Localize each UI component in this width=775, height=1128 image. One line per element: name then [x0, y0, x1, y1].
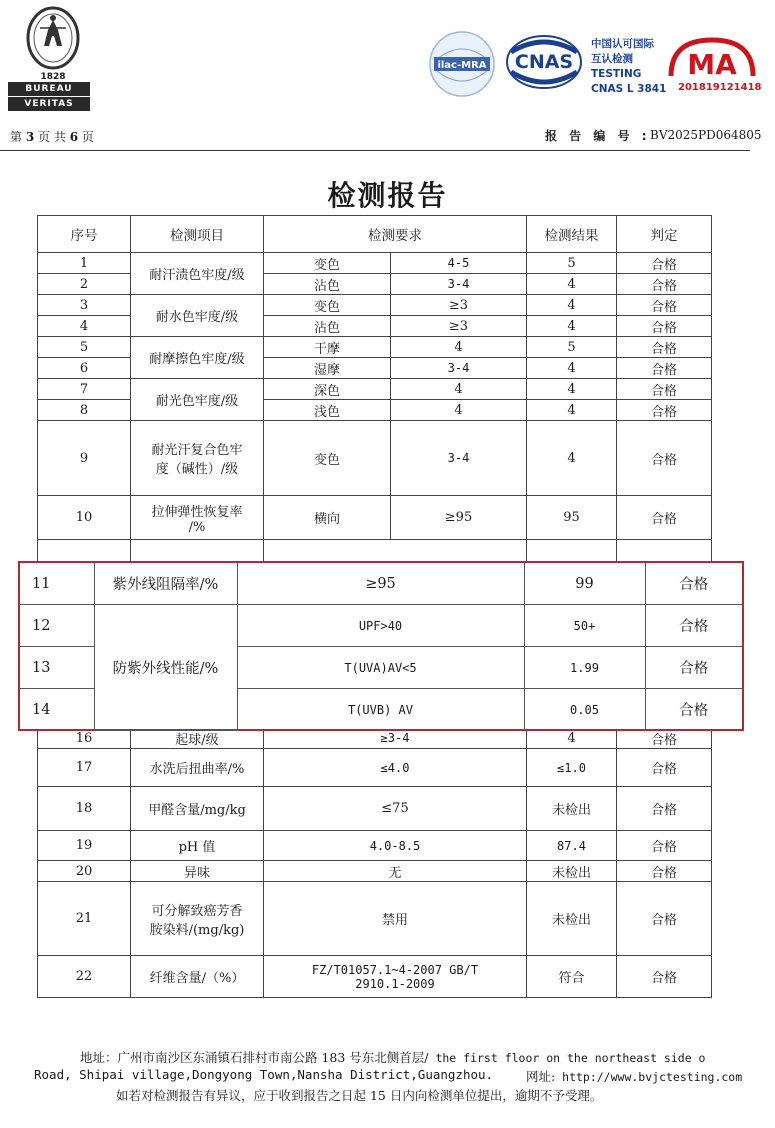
cma-number: 201819121418 — [678, 82, 762, 93]
row-result: 4 — [527, 379, 617, 400]
cnas-line-2: 互认检测 — [591, 53, 633, 65]
page-suffix: 页 — [81, 130, 94, 144]
table-row — [20, 563, 742, 605]
row-requirement: ≤4.0 — [264, 749, 527, 787]
row-verdict: 合格 — [645, 605, 742, 647]
row-verdict: 合格 — [617, 831, 712, 861]
row-item: 起球/级 — [131, 728, 264, 749]
row-requirement-line1: FZ/T01057.1~4-2007 GB/T — [311, 962, 479, 977]
row-item: 甲醛含量/mg/kg — [131, 787, 264, 831]
row-verdict: 合格 — [617, 882, 712, 956]
row-result: 1.99 — [524, 647, 645, 689]
table-row — [38, 253, 712, 274]
row-verdict: 合格 — [617, 400, 712, 421]
row-item: 异味 — [131, 861, 264, 882]
row-result: 99 — [524, 563, 645, 605]
website-url[interactable]: http://www.bvjctesting.com — [555, 1070, 743, 1084]
row-result: 4 — [527, 421, 617, 496]
footer-website — [526, 1067, 742, 1085]
row-verdict: 合格 — [617, 421, 712, 496]
row-verdict: 合格 — [617, 379, 712, 400]
row-no: 11 — [20, 563, 94, 605]
row-verdict: 合格 — [617, 274, 712, 295]
row-no: 8 — [38, 400, 131, 421]
row-item-line1: 耐光汗复合色牢 — [151, 443, 243, 458]
row-verdict: 合格 — [617, 295, 712, 316]
row-requirement: 4-5 — [391, 253, 527, 274]
table-header-row — [38, 216, 712, 253]
header-result: 检测结果 — [527, 216, 617, 253]
row-result: 未检出 — [527, 882, 617, 956]
row-no: 7 — [38, 379, 131, 400]
row-result: 95 — [527, 496, 617, 540]
row-item-line1: 拉伸弹性恢复率 — [151, 504, 243, 520]
row-result: 符合 — [527, 956, 617, 998]
row-no: 14 — [20, 689, 94, 731]
page-prefix: 第 — [10, 130, 23, 144]
row-verdict: 合格 — [617, 728, 712, 749]
cnas-line-4: CNAS L 3841 — [591, 83, 667, 95]
page-title: 检测报告 — [327, 179, 448, 212]
table-row — [38, 421, 712, 496]
row-no: 2 — [38, 274, 131, 295]
row-item: 耐汗渍色牢度/级 — [131, 253, 264, 295]
row-requirement: 无 — [264, 861, 527, 882]
row-no: 13 — [20, 647, 94, 689]
row-sub: 变色 — [264, 421, 391, 496]
cnas-line-1: 中国认可国际 — [591, 38, 654, 50]
row-no: 10 — [38, 496, 131, 540]
row-verdict: 合格 — [617, 316, 712, 337]
row-sub: 沾色 — [264, 316, 391, 337]
highlighted-uv-section — [18, 561, 744, 731]
cnas-line-3: TESTING — [591, 68, 642, 80]
row-no: 16 — [38, 728, 131, 749]
row-result: 50+ — [524, 605, 645, 647]
row-sub: 沾色 — [264, 274, 391, 295]
row-requirement: ≥3 — [391, 316, 527, 337]
bv-year: 1828 — [40, 72, 66, 82]
row-no: 1 — [38, 253, 131, 274]
row-verdict: 合格 — [617, 337, 712, 358]
row-sub: 变色 — [264, 253, 391, 274]
row-result: ≤1.0 — [527, 749, 617, 787]
row-requirement: ≤75 — [264, 787, 527, 831]
row-verdict: 合格 — [617, 787, 712, 831]
row-requirement: ≥95 — [391, 496, 527, 540]
table-row — [38, 749, 712, 787]
website-label: 网址: — [526, 1069, 556, 1084]
table-row — [20, 605, 742, 647]
row-result: 4 — [527, 728, 617, 749]
row-result: 4 — [527, 400, 617, 421]
row-verdict: 合格 — [645, 563, 742, 605]
header-no: 序号 — [38, 216, 131, 253]
row-requirement — [264, 956, 527, 998]
row-verdict: 合格 — [617, 861, 712, 882]
row-sub: 干摩 — [264, 337, 391, 358]
row-result: 4 — [527, 316, 617, 337]
row-verdict: 合格 — [617, 749, 712, 787]
table-row — [38, 787, 712, 831]
row-item: pH 值 — [131, 831, 264, 861]
row-requirement: 4 — [391, 337, 527, 358]
header-verdict: 判定 — [617, 216, 712, 253]
page-mid: 页 共 — [38, 130, 66, 144]
page-indicator — [10, 128, 94, 145]
row-sub: 浅色 — [264, 400, 391, 421]
cnas-logo-text: CNAS — [514, 51, 574, 73]
row-requirement: 4 — [391, 379, 527, 400]
row-requirement: 4.0-8.5 — [264, 831, 527, 861]
row-item: 防紫外线性能/% — [94, 605, 237, 731]
address-cn: 地址：广州市南沙区东涌镇石排村市南公路 183 号东北侧首层/ — [80, 1050, 429, 1065]
row-result: 4 — [527, 274, 617, 295]
row-no: 12 — [20, 605, 94, 647]
row-item-line2: /% — [188, 519, 206, 535]
row-item-line1: 可分解致癌芳香 — [151, 903, 243, 919]
row-result: 5 — [527, 337, 617, 358]
cma-logo-icon — [667, 36, 757, 80]
row-item — [131, 496, 264, 540]
row-no: 5 — [38, 337, 131, 358]
row-result: 5 — [527, 253, 617, 274]
row-no: 22 — [38, 956, 131, 998]
row-item: 纤维含量/（%） — [131, 956, 264, 998]
row-item: 耐摩擦色牢度/级 — [131, 337, 264, 379]
footer-address-line1 — [80, 1048, 705, 1066]
row-no: 4 — [38, 316, 131, 337]
row-result: 87.4 — [527, 831, 617, 861]
row-sub: 深色 — [264, 379, 391, 400]
report-number: BV2025PD064805 — [650, 128, 762, 142]
row-result: 未检出 — [527, 787, 617, 831]
row-item-line2: 度（碱性）/级 — [155, 462, 239, 477]
ma-text: MA — [687, 48, 737, 81]
row-requirement: ≥3-4 — [264, 728, 527, 749]
row-requirement: 4 — [391, 400, 527, 421]
row-requirement: T(UVA)AV<5 — [237, 647, 524, 689]
row-requirement: 3-4 — [391, 358, 527, 379]
row-sub: 湿摩 — [264, 358, 391, 379]
bv-name-line1: BUREAU — [8, 82, 90, 96]
row-no: 18 — [38, 787, 131, 831]
row-no: 19 — [38, 831, 131, 861]
row-verdict: 合格 — [617, 496, 712, 540]
row-item: 耐光色牢度/级 — [131, 379, 264, 421]
table-row — [38, 496, 712, 540]
row-result: 4 — [527, 295, 617, 316]
row-requirement: T(UVB) AV — [237, 689, 524, 731]
row-no: 17 — [38, 749, 131, 787]
row-verdict: 合格 — [645, 689, 742, 731]
row-item: 耐水色牢度/级 — [131, 295, 264, 337]
ilac-text: ilac-MRA — [437, 60, 487, 71]
row-requirement: UPF>40 — [237, 605, 524, 647]
table-row — [38, 861, 712, 882]
cnas-logo-icon — [505, 34, 583, 90]
header-divider — [0, 150, 750, 151]
row-item — [131, 882, 264, 956]
row-verdict: 合格 — [617, 358, 712, 379]
row-result: 0.05 — [524, 689, 645, 731]
row-requirement: 3-4 — [391, 421, 527, 496]
footer-notice: 如若对检测报告有异议，应于收到报告之日起 15 日内向检测单位提出，逾期不予受理。 — [116, 1088, 603, 1103]
page-total: 6 — [69, 130, 79, 144]
row-sub: 横向 — [264, 496, 391, 540]
row-requirement-line2: 2910.1-2009 — [355, 976, 435, 991]
row-no: 3 — [38, 295, 131, 316]
row-no: 6 — [38, 358, 131, 379]
address-en-part2: Road, Shipai village,Dongyong Town,Nansha District,Guangzhou. — [34, 1067, 494, 1082]
table-row — [38, 831, 712, 861]
row-result: 4 — [527, 358, 617, 379]
row-requirement: ≥95 — [237, 563, 524, 605]
table-row — [38, 379, 712, 400]
header-requirement: 检测要求 — [264, 216, 527, 253]
row-requirement: ≥3 — [391, 295, 527, 316]
row-verdict: 合格 — [645, 647, 742, 689]
row-no: 20 — [38, 861, 131, 882]
row-no: 9 — [38, 421, 131, 496]
row-result: 未检出 — [527, 861, 617, 882]
row-sub: 变色 — [264, 295, 391, 316]
row-verdict: 合格 — [617, 253, 712, 274]
row-item: 水洗后扭曲率/% — [131, 749, 264, 787]
table-row — [38, 956, 712, 998]
bv-name-line2: VERITAS — [8, 97, 90, 111]
row-requirement: 禁用 — [264, 882, 527, 956]
table-row — [38, 882, 712, 956]
cnas-accreditation-text — [591, 37, 666, 97]
table-row — [38, 337, 712, 358]
uv-results-table — [20, 563, 742, 731]
row-verdict: 合格 — [617, 956, 712, 998]
row-item — [131, 421, 264, 496]
row-item-line2: 胺染料/(mg/kg) — [149, 922, 245, 938]
header-item: 检测项目 — [131, 216, 264, 253]
bureau-veritas-seal-icon — [26, 6, 80, 70]
ilac-mra-icon — [428, 30, 496, 98]
row-requirement: 3-4 — [391, 274, 527, 295]
page-current: 3 — [25, 130, 35, 144]
row-no: 21 — [38, 882, 131, 956]
table-row — [38, 295, 712, 316]
address-en-part1: the first floor on the northeast side o — [428, 1051, 706, 1065]
report-number-label: 报 告 编 号 : — [545, 129, 651, 143]
row-item: 紫外线阻隔率/% — [94, 563, 237, 605]
